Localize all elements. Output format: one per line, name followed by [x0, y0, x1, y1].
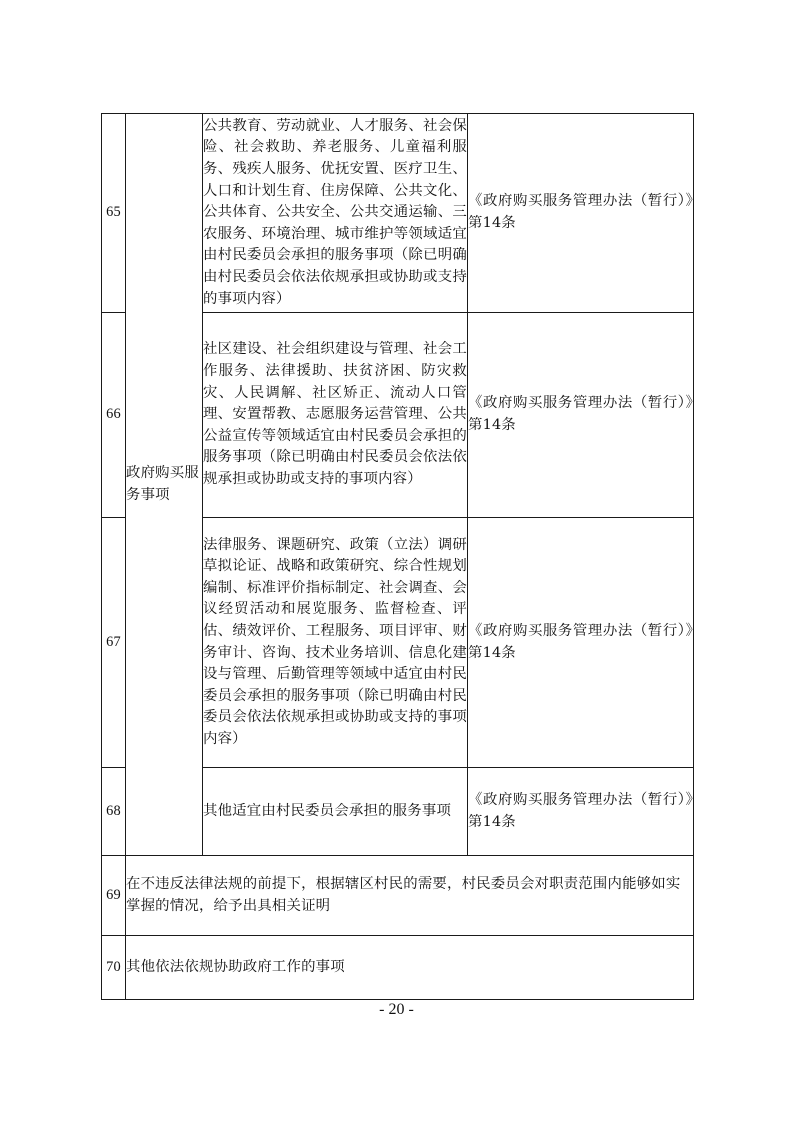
item-number: 65: [102, 114, 126, 313]
items-table: [101, 113, 694, 1000]
item-content: 在不违反法律法规的前提下，根据辖区村民的需要，村民委员会对职责范围内能够如实掌握的情况，给予出具相关证明: [126, 856, 694, 936]
item-legal-basis: 《政府购买服务管理办法（暂行）》第14条: [468, 313, 694, 518]
item-content: 法律服务、课题研究、政策（立法）调研草拟论证、战略和政策研究、综合性规划编制、标准评价指标制定、社会调查、会议经贸活动和展览服务、监督检查、评估、绩效评价、工程服务、项目评审、财务审计、咨询、技术业务培训、信息化建设与管理、后勤管理等领域中适宜由村民委员会承担的服务事项（除已明确由村民委员会依法依规承担或协助或支持的事项内容）: [203, 518, 468, 768]
item-content: 其他依法依规协助政府工作的事项: [126, 936, 694, 1000]
table-row: [102, 936, 694, 1000]
item-number: 69: [102, 856, 126, 936]
item-content: 其他适宜由村民委员会承担的服务事项: [203, 768, 468, 856]
item-number: 66: [102, 313, 126, 518]
item-legal-basis: 《政府购买服务管理办法（暂行）》第14条: [468, 114, 694, 313]
item-content: 社区建设、社会组织建设与管理、社会工作服务、法律援助、扶贫济困、防灾救灾、人民调解、社区矫正、流动人口管理、安置帮教、志愿服务运营管理、公共公益宣传等领域适宜由村民委员会承担的服务事项（除已明确由村民委员会依法依规承担或协助或支持的事项内容）: [203, 313, 468, 518]
table-row: [102, 114, 694, 313]
item-legal-basis: 《政府购买服务管理办法（暂行）》第14条: [468, 768, 694, 856]
item-number: 68: [102, 768, 126, 856]
page-number: - 20 -: [379, 1001, 414, 1018]
item-number: 70: [102, 936, 126, 1000]
item-number: 67: [102, 518, 126, 768]
category-cell: 政府购买服务事项: [126, 114, 203, 856]
item-content: 公共教育、劳动就业、人才服务、社会保险、社会救助、养老服务、儿童福利服务、残疾人服务、优抚安置、医疗卫生、人口和计划生育、住房保障、公共文化、公共体育、公共安全、公共交通运输、三农服务、环境治理、城市维护等领域适宜由村民委员会承担的服务事项（除已明确由村民委员会依法依规承担或协助或支持的事项内容）: [203, 114, 468, 313]
table-row: [102, 856, 694, 936]
item-legal-basis: 《政府购买服务管理办法（暂行）》第14条: [468, 518, 694, 768]
